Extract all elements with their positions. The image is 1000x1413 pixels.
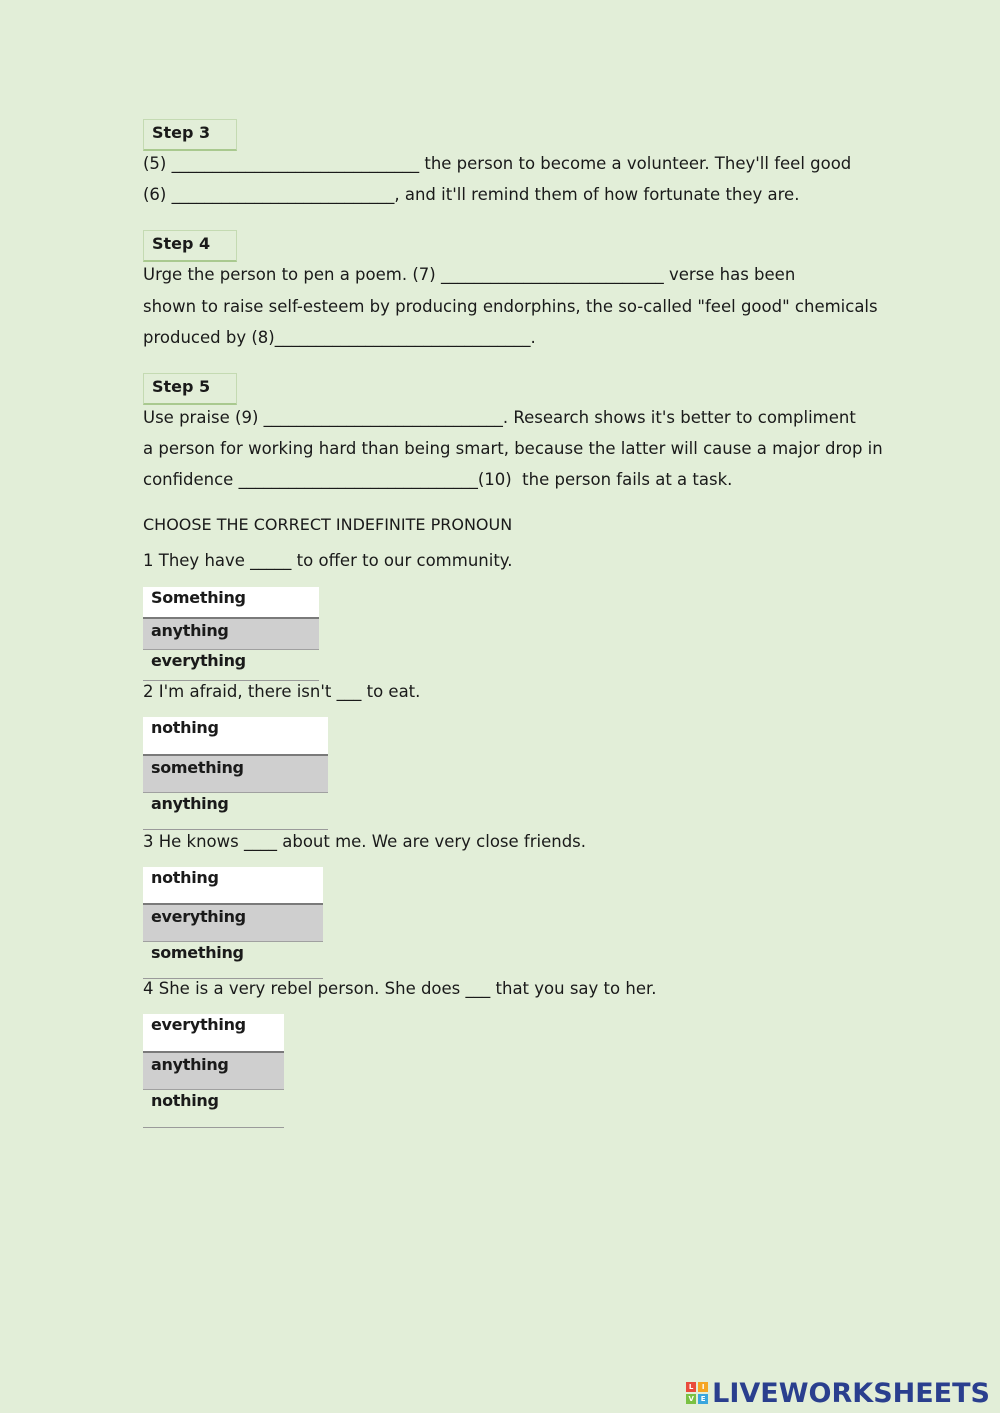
question-3-options <box>143 867 323 979</box>
question-3-option-1[interactable]: nothing <box>143 867 323 905</box>
step-3-line-1: (5) ______________________________ the person to become a volunteer. They'll feel good <box>143 154 852 173</box>
section-heading: CHOOSE THE CORRECT INDEFINITE PRONOUN <box>143 515 513 534</box>
logo-mark-i: I <box>698 1382 708 1392</box>
step-4-line-1: Urge the person to pen a poem. (7) ___________________________ verse has been <box>143 265 796 284</box>
question-3-option-2[interactable]: everything <box>143 905 323 942</box>
question-2-options <box>143 717 328 830</box>
question-1-option-2[interactable]: anything <box>143 619 319 650</box>
question-1-text: 1 They have _____ to offer to our community. <box>143 551 513 570</box>
question-4-options <box>143 1014 284 1128</box>
question-3-text: 3 He knows ____ about me. We are very close friends. <box>143 832 587 851</box>
step-3-label: Step 3 <box>143 119 237 151</box>
logo-mark-v: V <box>686 1394 696 1404</box>
question-1-options <box>143 587 319 681</box>
question-4-option-2[interactable]: anything <box>143 1053 284 1090</box>
question-4-option-1[interactable]: everything <box>143 1014 284 1053</box>
liveworksheets-logo <box>686 1378 990 1408</box>
step-5-line-1: Use praise (9) _____________________________. Research shows it's better to compliment <box>143 408 856 427</box>
question-2-option-1[interactable]: nothing <box>143 717 328 756</box>
liveworksheets-logo-text: LIVEWORKSHEETS <box>712 1377 990 1409</box>
question-3-option-3[interactable]: something <box>143 942 323 979</box>
step-3-line-2: (6) ___________________________, and it'll remind them of how fortunate they are. <box>143 185 800 204</box>
step-4-line-3: produced by (8)_______________________________. <box>143 328 536 347</box>
question-2-option-3[interactable]: anything <box>143 793 328 830</box>
question-4-text: 4 She is a very rebel person. She does ___ that you say to her. <box>143 979 657 998</box>
step-5-line-2: a person for working hard than being smart, because the latter will cause a major drop in <box>143 439 883 458</box>
question-1-option-1[interactable]: Something <box>143 587 319 619</box>
step-4-line-2: shown to raise self-esteem by producing endorphins, the so-called "feel good" chemicals <box>143 297 878 316</box>
step-5-label: Step 5 <box>143 373 237 405</box>
step-5-line-3: confidence _____________________________(10) the person fails at a task. <box>143 470 733 489</box>
liveworksheets-logo-icon <box>686 1382 708 1404</box>
question-1-option-3[interactable]: everything <box>143 650 319 681</box>
question-2-option-2[interactable]: something <box>143 756 328 793</box>
question-2-text: 2 I'm afraid, there isn't ___ to eat. <box>143 682 421 701</box>
step-4-label: Step 4 <box>143 230 237 262</box>
logo-mark-e: E <box>698 1394 708 1404</box>
logo-mark-l: L <box>686 1382 696 1392</box>
question-4-option-3[interactable]: nothing <box>143 1090 284 1128</box>
